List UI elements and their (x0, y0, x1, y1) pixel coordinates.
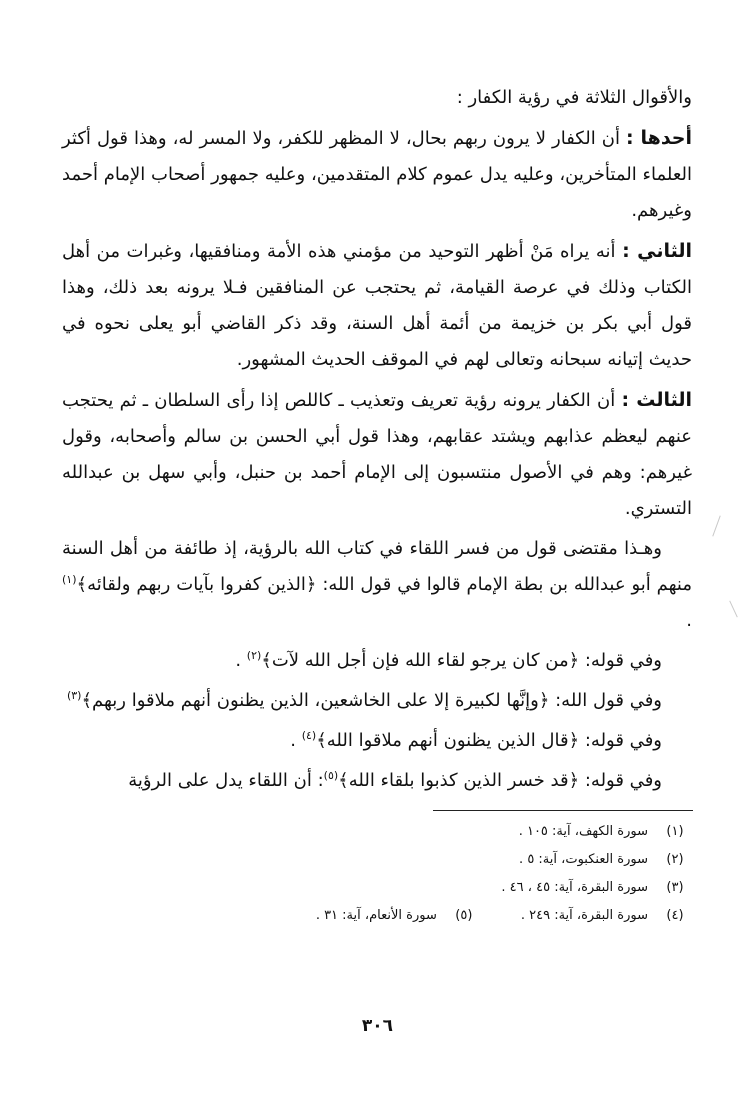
verse-quote: ﴿قد خسر الذين كذبوا بلقاء الله﴾ (338, 770, 580, 791)
footnote-row (62, 874, 692, 902)
sentence-end: : أن اللقاء يدل على الرؤية (128, 770, 324, 791)
paragraph-citation-2 (62, 643, 692, 679)
footnote-number: (٤) (666, 908, 684, 923)
footnote-text: سورة البقرة، آية: ٤٥ ، ٤٦ . (501, 880, 648, 895)
verse-quote: ﴿قال الذين يظنون أنهم ملاقوا الله﴾ (316, 730, 580, 751)
citation-lead: وفي قوله: (579, 730, 662, 751)
verse-quote: ﴿الذين كفروا بآيات ربهم ولقائه﴾ (76, 574, 317, 595)
interpretation-text: وهـذا مقتضى قول من فسر اللقاء في كتاب الله بالرؤية، إذ طائفة من أهل السنة منهم أبو عبدالله بن بطة الإمام قالوا في قول الله: (62, 538, 693, 595)
footnote-item (316, 902, 481, 930)
footnote-ref: (٤) (301, 729, 317, 742)
sentence-end: . (235, 650, 247, 671)
paragraph-first-view (62, 120, 692, 229)
paragraph-citation-5 (62, 763, 692, 799)
page-number: ٣٠٦ (361, 1016, 394, 1036)
footnotes (62, 818, 692, 930)
footnote-ref: (٢) (246, 649, 262, 662)
footnote-item (501, 874, 692, 902)
footnote-text: سورة الكهف، آية: ١٠٥ . (518, 824, 648, 839)
citation-lead: وفي قول الله: (549, 690, 662, 711)
verse-quote: ﴿وإنَّها لكبيرة إلا على الخاشعين، الذين يظنون أنهم ملاقوا ربهم﴾ (81, 690, 550, 711)
paragraph-interpretation (62, 531, 692, 639)
sentence-end: . (686, 610, 692, 631)
footnote-number: (٥) (455, 908, 473, 923)
footnote-item (519, 846, 692, 874)
footnote-item (521, 902, 692, 930)
footnote-row (62, 846, 692, 874)
third-view-text: أن الكفار يرونه رؤية تعريف وتعذيب ـ كاللص إذا رأى السلطان ـ ثم يحتجب عنهم ليعظم عذابهم ويشتد عقابهم، وهذا قول أبي الحسن بن سالم وأصحابه، وقول غيرهم: وهم في الأصول منتسبون إلى الإمام أحمد بن حنبل، وأبي سهل بن عبدالله التستري. (62, 390, 692, 519)
footnote-text: سورة العنكبوت، آية: ٥ . (519, 852, 648, 867)
footnote-ref: (١) (62, 573, 77, 586)
footnote-item (519, 818, 692, 846)
footnote-number: (٣) (666, 880, 684, 895)
citation-lead: وفي قوله: (579, 650, 662, 671)
page-body (62, 80, 692, 799)
scan-mark (729, 601, 738, 618)
footnote-row (62, 818, 692, 846)
paragraph-second-view (62, 233, 692, 378)
scan-mark (712, 515, 720, 536)
citation-lead: وفي قوله: (579, 770, 662, 791)
first-view-label: أحدها : (626, 127, 692, 149)
first-view-text: أن الكفار لا يرون ربهم بحال، لا المظهر للكفر، ولا المسر له، وهذا قول أكثر العلماء المتأخرين، وعليه يدل عموم كلام المتقدمين، وعليه جمهور أصحاب الإمام أحمد وغيرهم. (62, 128, 692, 221)
footnote-row (62, 902, 692, 930)
intro-text: والأقوال الثلاثة في رؤية الكفار : (456, 87, 692, 108)
paragraph-citation-3 (62, 683, 692, 719)
footnote-text: سورة الأنعام، آية: ٣١ . (315, 908, 437, 923)
paragraph-citation-4 (62, 723, 692, 759)
footnote-ref: (٥) (323, 769, 339, 782)
third-view-label: الثالث : (621, 389, 692, 411)
intro-line (62, 80, 692, 116)
paragraph-third-view (62, 382, 692, 527)
footnote-divider (433, 810, 693, 811)
footnote-number: (٢) (666, 852, 684, 867)
second-view-text: أنه يراه مَنْ أظهر التوحيد من مؤمني هذه الأمة ومنافقيها، وغبرات من أهل الكتاب وذلك في عرصة القيامة، ثم يحتجب عن المنافقين فـلا يرونه بعد ذلك، وهذا قول أبي بكر بن خزيمة من أئمة أهل السنة، وقد ذكر القاضي أبو يعلى نحوه في حديث إتيانه سبحانه وتعالى لهم في الموقف الحديث المشهور. (62, 241, 692, 370)
second-view-label: الثاني : (622, 240, 692, 262)
sentence-end: . (290, 730, 302, 751)
footnote-ref: (٣) (66, 689, 82, 702)
verse-quote: ﴿من كان يرجو لقاء الله فإن أجل الله لآت﴾ (261, 650, 580, 671)
footnote-text: سورة البقرة، آية: ٢٤٩ . (520, 908, 648, 923)
footnote-number: (١) (666, 824, 684, 839)
